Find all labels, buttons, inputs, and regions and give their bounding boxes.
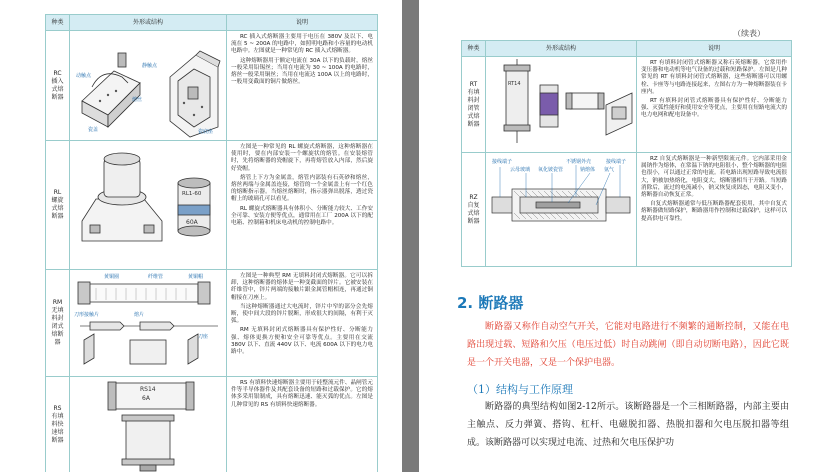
- table-row: [46, 141, 378, 270]
- table-row: [46, 270, 378, 377]
- label-brass-cap: 黄铜帽: [188, 274, 204, 280]
- rl-fuse-drawing: [70, 141, 227, 269]
- description-rc: [227, 31, 378, 141]
- label-fuse-strip: 熔片: [134, 312, 145, 318]
- label-steel-shell: 不锈钢外壳: [566, 159, 592, 165]
- rt-fuse-drawing: [486, 57, 637, 152]
- page-gap: [402, 0, 419, 472]
- figure-rt: [486, 57, 637, 153]
- table-header-row: [462, 41, 792, 57]
- body-paragraph: 断路器的典型结构如图2-12所示。该断路器是一个三相断路器，内部主要由主触点、反力弹簧、搭钩、杠杆、电磁脱扣器、热脱扣器和欠电压脱扣器等组成。该断路器可以实现过电流、过热和欠电压保护功: [467, 402, 789, 448]
- label-beryllia-tube: 氧化铍瓷管: [538, 167, 564, 173]
- table-header-row: [46, 15, 378, 31]
- desc-paragraph: RT 有填料封闭管式熔断器又称石英熔断器，它常用作变压器和电动机等电气设备的过载和短路保护。左图是几种常见的 RT 有填料封闭管式熔断器，这些熔断器可以用螺栓、卡座等与电路连接起来，左图右方为一种熔断器装在卡座内。: [641, 60, 787, 95]
- rc-fuse-drawing: [70, 31, 227, 140]
- description-rz: [637, 153, 792, 267]
- type-cell: [46, 141, 70, 270]
- desc-paragraph: RT 有填料封闭管式熔断器具有保护性好、分断能力强、灭弧性能好和使用安全等优点，主要用在短路电流大的电力电网和配电设备中。: [641, 98, 787, 119]
- fuse-type-rl: RL 螺旋 式熔 断器: [51, 189, 64, 220]
- header-type: 种类: [46, 15, 70, 31]
- label-terminal-right: 接线端子: [606, 159, 627, 165]
- type-cell: [462, 153, 486, 267]
- label-fiber-tube: 纤维管: [148, 274, 164, 280]
- desc-paragraph: RL 螺旋式熔断器具有体积小、分断能力较大、工作安全可靠、安装方便等优点，通常用在工厂 200A 以下的配电箱、控制箱和机床电动机的控制电路中。: [231, 205, 373, 227]
- label-sodium-melt: 钠熔体: [580, 167, 596, 173]
- desc-paragraph: RS 有填料快速熔断器主要用于硅整流元件、晶闸管元件等半导体器件及其配套设备的短路和过载保护。它的熔体多采用银制成，具有熔断迅速、能灭弧的优点。左图是几种常见的 RS 有填料快速熔断器。: [231, 380, 373, 408]
- figure-rm: [70, 270, 227, 377]
- header-description: 说明: [637, 41, 792, 57]
- section-title: 2. 断路器: [457, 294, 524, 312]
- desc-paragraph: RZ 自复式熔断器是一种新型限流元件。它内部采用金属钠作为熔体，在常温下钠的电阻很小，整个熔断器的电阻也很小，可以通过正常的电流。若电路出现短路导致电流很大，钠被加热熔化，电阻变大，熔断器相当于开路。当短路消除后，流过的电流减小，钠又恢复成固态，电阻又变小，熔断器自动恢复正常。: [641, 156, 787, 199]
- intro-paragraph: 断路器又称作自动空气开关，它能对电路进行不频繁的通断控制，又能在电路出现过载、短路和欠压（电压过低）时自动跳闸（即自动切断电路），因此它既是一个开关电器，又是一个保护电器。: [467, 322, 789, 368]
- desc-paragraph: 左图是一种典型 RM 无填料封闭式熔断器。它可以拆卸，这种熔断器的熔体是一种变截面的锌片。它被安装在纤维管中，锌片两端的接触片跟金属管帽相连，再通过铜帽接在刀座上。: [231, 273, 373, 301]
- fuse-type-rs: RS 有填 料快 速熔 断器: [51, 405, 64, 444]
- label-brass-ring: 黄铜圈: [104, 274, 120, 280]
- description-rm: [227, 270, 378, 377]
- right-page: [419, 0, 821, 472]
- label-knife-holder: 刀座: [198, 334, 209, 340]
- continued-label: （续表）: [733, 29, 765, 38]
- header-structure: 外形或结构: [486, 41, 637, 57]
- type-cell: [46, 270, 70, 377]
- label-rating-rl: 60A: [186, 219, 198, 226]
- desc-paragraph: 当这种熔断器通过大电流时，锌片中窄的部分会先熔断，使中间大段的锌片脱断，形成很大的间隔，有利于灭弧。: [231, 303, 373, 325]
- figure-rc: [70, 31, 227, 141]
- label-porcelain-base: 瓷底座: [198, 129, 214, 135]
- fuse-table-right: [461, 40, 792, 267]
- figure-rl: [70, 141, 227, 270]
- figure-rz: [486, 153, 637, 267]
- label-static-contact: 静触点: [142, 63, 158, 69]
- type-cell: [46, 31, 70, 141]
- table-row: [46, 377, 378, 472]
- label-model-rt: RT14: [508, 81, 521, 87]
- desc-paragraph: 这种熔断器用于额定电流在 30A 以下的负载时，熔丝一般采用铅锡丝；当用在电流为 30 ~ 100A 的电路时，熔丝一般采用铜丝；当用在电流达 100A 以上的电路时，一般用变截面的铜片做熔丝。: [231, 57, 373, 86]
- fuse-table-left: [45, 14, 378, 472]
- figure-rs: [70, 377, 227, 472]
- type-cell: [46, 377, 70, 472]
- fuse-type-rm: RM 无填 料封 闭式 熔断 器: [51, 299, 64, 346]
- header-structure: 外形或结构: [70, 15, 227, 31]
- type-cell: [462, 57, 486, 153]
- description-rs: [227, 377, 378, 472]
- subsection-title: （1）结构与工作原理: [467, 383, 573, 396]
- description-rl: [227, 141, 378, 270]
- label-model-rl: RL1-60: [182, 191, 202, 197]
- fuse-type-rt: RT 有填 料封 闭管 式熔 断器: [467, 80, 480, 128]
- table-row: [462, 153, 792, 267]
- label-model-rs: RS14: [140, 386, 156, 393]
- table-row: [462, 57, 792, 153]
- left-page: [0, 0, 402, 472]
- label-rating-rs: 6A: [142, 395, 150, 402]
- desc-paragraph: 左图是一种常见的 RL 螺旋式熔断器，这种熔断器在使用时，要在内部安装一个螺旋状的熔管。在安装熔管时，先将熔断器的瓷帽旋下，再将熔管放入内部，然后旋好瓷帽。: [231, 144, 373, 172]
- label-knife-contact: 刀形接触片: [74, 312, 100, 318]
- desc-paragraph: 熔管上下方为金属盖，熔管内部装有石英砂和熔丝，熔丝两端与金属盖连接，熔管的一个金属盖上有一个红色的熔断指示器。当熔丝熔断时，指示器弹出脱落，透过瓷帽上的玻璃孔可以看见。: [231, 174, 373, 203]
- fuse-type-rz: RZ 自复 式熔 断器: [467, 193, 480, 225]
- label-terminal-left: 接线端子: [492, 159, 513, 165]
- label-moving-contact: 动触点: [76, 73, 92, 79]
- desc-paragraph: 自复式熔断器通常与低压断路器配套使用，其中自复式熔断器做短路保护，断路器用作控制和过载保护，这样可以提高供电可靠性。: [641, 201, 787, 222]
- fuse-type-rc: RC 插入 式熔 断器: [51, 69, 64, 101]
- desc-paragraph: RM 无填料封闭式熔断器具有保护性好、分断能力强、熔体更换方便和安全可靠等优点。主要用在交流 380V 以下、直流 440V 以下、电流 600A 以下的电力电路中。: [231, 327, 373, 356]
- label-mica-glass: 云母玻璃: [510, 167, 531, 173]
- table-row: [46, 31, 378, 141]
- description-rt: [637, 57, 792, 153]
- header-type: 种类: [462, 41, 486, 57]
- header-description: 说明: [227, 15, 378, 31]
- rm-fuse-drawing: [70, 270, 227, 376]
- label-fuse-wire: 熔丝: [132, 97, 143, 103]
- label-argon: 氩气: [604, 167, 615, 173]
- desc-paragraph: RC 插入式熔断器主要用于电压在 380V 及以下、电流在 5 ~ 200A 的电路中，如照明电路和小容量的电动机电路中。左图就是一种常见的 RC 插入式熔断器。: [231, 34, 373, 55]
- label-porcelain-cover: 瓷盖: [88, 127, 99, 133]
